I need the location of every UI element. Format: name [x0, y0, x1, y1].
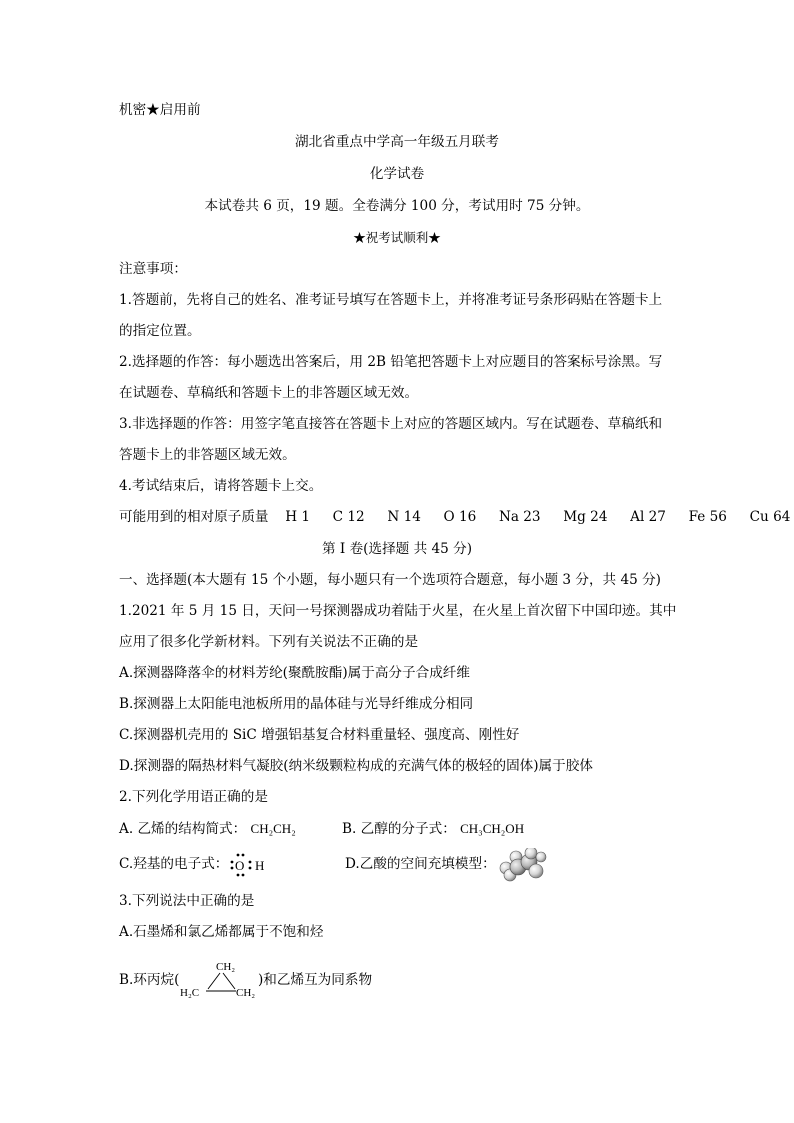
- q2-option-d-text: D.乙酸的空间充填模型：: [345, 856, 496, 872]
- section-title: 第 I 卷(选择题 共 45 分): [321, 541, 473, 557]
- q2-option-a: [119, 822, 296, 837]
- exam-title: 湖北省重点中学高一年级五月联考: [295, 134, 499, 150]
- subject-title: 化学试卷: [369, 166, 425, 182]
- note-3-line-1: 3.非选择题的作答：用签字笔直接答在答题卡上对应的答题区域内。写在试题卷、草稿纸和: [119, 416, 663, 432]
- cyclopropane-right-ch2: CH₂: [236, 987, 256, 999]
- q2-stem: 2.下列化学用语正确的是: [119, 789, 268, 805]
- q3-stem: 3.下列说法中正确的是: [119, 893, 255, 909]
- q2-option-b: [342, 822, 524, 837]
- q1-option-a: A.探测器降落伞的材料芳纶(聚酰胺酯)属于高分子合成纤维: [119, 665, 470, 681]
- q2-option-d: [345, 858, 496, 872]
- q2-option-a-text: A. 乙烯的结构简式：: [119, 821, 247, 837]
- atomic-mass-item: Cu 64: [749, 509, 791, 525]
- atomic-masses-line: [119, 511, 790, 525]
- q1-stem-line-2: 应用了很多化学新材料。下列有关说法不正确的是: [119, 634, 419, 650]
- confidential-label: 机密★启用前: [119, 102, 201, 118]
- note-4: 4.考试结束后，请将答题卡上交。: [119, 478, 323, 494]
- q2-option-c-text: C.羟基的电子式：: [119, 856, 229, 872]
- q1-option-c: C.探测器机壳用的 SiC 增强铝基复合材料重量轻、强度高、刚性好: [119, 727, 520, 743]
- acetic-acid-space-filling-model: [496, 848, 548, 882]
- q2-option-b-formula: CH₃CH₂OH: [460, 821, 525, 836]
- q1-stem-line-1: 1.2021 年 5 月 15 日，天问一号探测器成功着陆于火星，在火星上首次留下中国印迹。其中: [119, 603, 677, 619]
- cyclopropane-structure: [180, 958, 260, 1002]
- q3-option-b-suffix: )和乙烯互为同系物: [258, 972, 373, 988]
- atomic-mass-item: N 14: [387, 509, 421, 525]
- note-1-line-2: 的指定位置。: [119, 323, 201, 339]
- note-2-line-2: 在试题卷、草稿纸和答题卡上的非答题区域无效。: [119, 385, 419, 401]
- q1-option-b: B.探测器上太阳能电池板所用的晶体硅与光导纤维成分相同: [119, 696, 474, 712]
- blessing-line: ★祝考试顺利★: [353, 230, 441, 245]
- atomic-mass-item: Mg 24: [563, 509, 608, 525]
- hydroxyl-electron-formula: [228, 851, 270, 879]
- oxygen-symbol: O: [235, 858, 245, 873]
- part-heading: 一、选择题(本大题有 15 个小题，每小题只有一个选项符合题意，每小题 3 分，共 45 分): [119, 572, 661, 588]
- q2-option-a-formula: CH₂CH₂: [250, 821, 296, 836]
- q1-option-d: D.探测器的隔热材料气凝胶(纳米级颗粒构成的充满气体的极轻的固体)属于胶体: [119, 758, 593, 774]
- atomic-mass-item: Na 23: [498, 509, 541, 525]
- atomic-mass-item: O 16: [443, 509, 477, 525]
- atomic-mass-item: C 12: [332, 509, 365, 525]
- note-1-line-1: 1.答题前，先将自己的姓名、准考证号填写在答题卡上，并将准考证号条形码贴在答题卡上: [119, 292, 663, 308]
- q3-option-b-prefix: B.环丙烷(: [119, 972, 180, 988]
- note-2-line-1: 2.选择题的作答：每小题选出答案后，用 2B 铅笔把答题卡上对应题目的答案标号涂黑。写: [119, 354, 663, 370]
- cyclopropane-left-h2c: H₂C: [180, 987, 200, 999]
- notes-heading: 注意事项：: [119, 261, 187, 277]
- q2-option-c: [119, 858, 228, 872]
- atomic-mass-item: H 1: [285, 509, 311, 525]
- atomic-mass-item: Fe 56: [688, 509, 727, 525]
- cyclopropane-top-ch2: CH₂: [216, 961, 236, 973]
- hydrogen-symbol: H: [255, 858, 265, 873]
- atomic-masses-label: 可能用到的相对原子质量: [119, 509, 269, 525]
- q3-option-a: A.石墨烯和氯乙烯都属于不饱和烃: [119, 924, 324, 940]
- note-3-line-2: 答题卡上的非答题区域无效。: [119, 447, 296, 463]
- atomic-mass-item: Al 27: [630, 509, 666, 525]
- exam-info: 本试卷共 6 页，19 题。全卷满分 100 分，考试用时 75 分钟。: [204, 198, 590, 214]
- q2-option-b-text: B. 乙醇的分子式：: [342, 821, 456, 837]
